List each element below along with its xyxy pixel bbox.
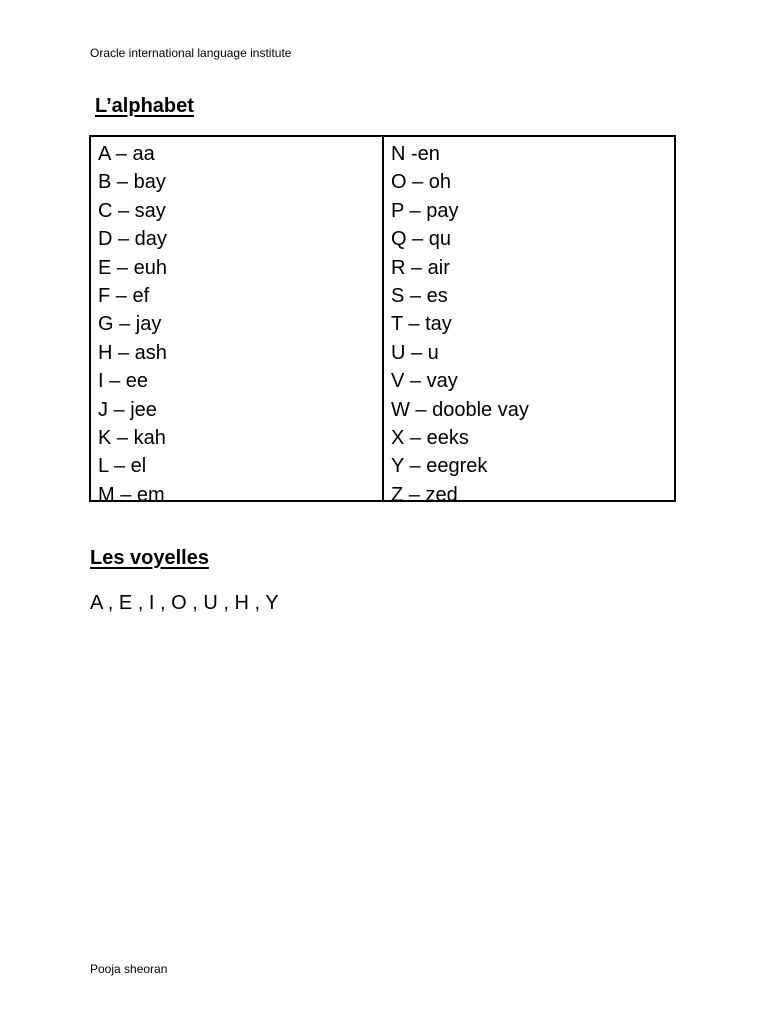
letter-row: T – tay <box>391 313 452 336</box>
vowels-list: A , E , I , O , U , H , Y <box>90 592 279 614</box>
letter-row: M – em <box>98 483 165 506</box>
letter-row: C – say <box>98 199 166 222</box>
letter-row: P – pay <box>391 199 459 222</box>
letter-row: I – ee <box>98 370 149 393</box>
letter-row: X – eeks <box>391 426 469 449</box>
alphabet-table <box>89 135 676 506</box>
letter-row: N -en <box>391 143 440 165</box>
letter-row: E – euh <box>98 256 167 279</box>
page-header: Oracle international language institute <box>90 46 292 60</box>
letter-row: F – ef <box>98 284 150 307</box>
letter-row: D – day <box>98 228 167 251</box>
letter-row: A – aa <box>98 143 155 165</box>
vowels-title: Les voyelles <box>90 547 209 569</box>
page-footer: Pooja sheoran <box>90 962 168 976</box>
letter-row: Q – qu <box>391 228 452 251</box>
letter-row: K – kah <box>98 426 166 449</box>
letter-row: R – air <box>391 256 450 279</box>
letter-row: B – bay <box>98 171 166 194</box>
letter-row: V – vay <box>391 370 458 393</box>
alphabet-title: L’alphabet <box>95 95 194 117</box>
letter-row: H – ash <box>98 341 167 364</box>
alphabet-left-column <box>91 137 384 506</box>
letter-row: O – oh <box>391 171 452 194</box>
letter-row: J – jee <box>98 398 157 421</box>
letter-row: Y – eegrek <box>391 455 488 478</box>
letter-row: L – el <box>98 455 147 478</box>
letter-row: G – jay <box>98 313 162 336</box>
letter-row: Z – zed <box>391 483 458 506</box>
letter-row: W – dooble vay <box>391 398 529 421</box>
alphabet-right-column <box>384 137 674 506</box>
letter-row: U – u <box>391 341 439 364</box>
letter-row: S – es <box>391 284 448 307</box>
